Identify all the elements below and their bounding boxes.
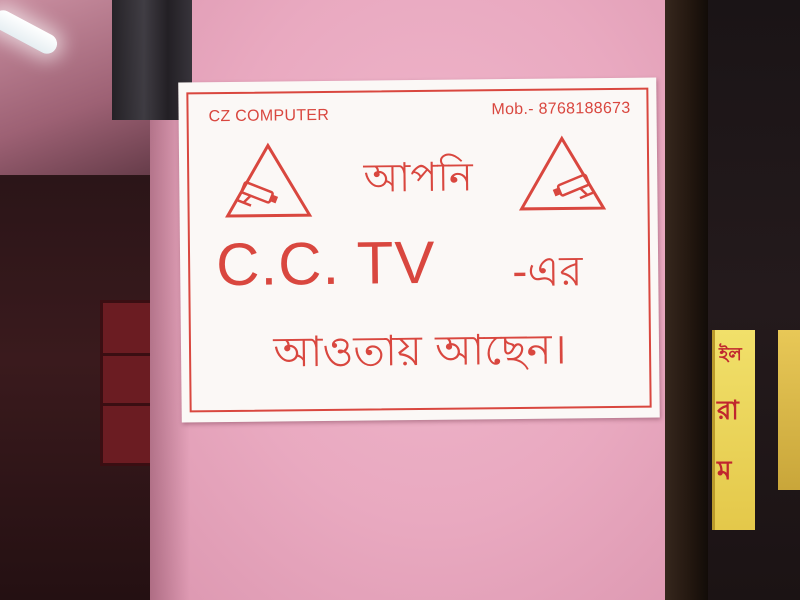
sign-line-under-watch: আওতায় আছেন। [273, 324, 567, 377]
shop-name: CZ COMPUTER [208, 106, 330, 126]
door-frame [660, 0, 708, 600]
sign-line-you: আপনি [363, 154, 474, 202]
yellow-poster-edge [778, 330, 800, 490]
mobile-number: Mob.- 8768188673 [491, 99, 631, 119]
sign-line-cctv-suffix: -এর [511, 246, 583, 297]
yellow-poster: ইল রা ম [712, 330, 755, 530]
sign-line-cctv: C.C. TV [215, 228, 436, 299]
cctv-notice-sign [178, 78, 660, 423]
